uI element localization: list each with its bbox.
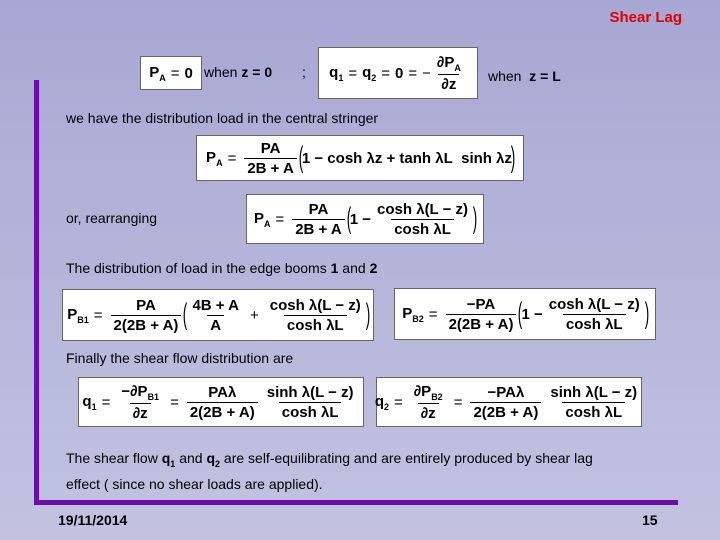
condition-zL: when z = L — [488, 68, 561, 84]
text-rearranging: or, rearranging — [66, 210, 158, 226]
text-edge-booms: The distribution of load in the edge booms 1 and 2 — [66, 260, 378, 276]
equation-pa-rearranged: $P_A$ = $\frac{PA}{2B + A}$ ( 1 − $\frac{\text{cosh λ(L − z)}}{\text{cosh λL}}$ ) — [246, 194, 484, 244]
equation-q2: $q_2$ = $\frac{\partial P_{B2}}{\partial z}$ = −PAλ 2(2B + A) sinh λ(L − z) cosh λL — [376, 377, 642, 427]
condition-z0: when z = 0 — [204, 64, 273, 80]
equation-q-zero: $q_1$ = $q_2$ = 0 = − $\frac{\partial P_A}{\partial z}$ — [318, 47, 478, 99]
text-central-stringer: we have the distribution load in the central stringer — [66, 110, 379, 126]
equation-pb2: $P_{B2}$ = $\frac{-PA}{2(2B + A)}$ ( 1 − $\frac{\text{cosh λ(L − z)}}{\text{cosh λL}}$ ) — [394, 288, 656, 340]
footer-page-number: 15 — [642, 512, 658, 528]
bottom-accent-bar — [34, 500, 678, 505]
equation-pa-distribution: $P_A$ = $\frac{PA}{2B + A}$ ( 1 − cosh λz + tanh λL sinh λz ) — [196, 135, 524, 181]
equation-pa-zero: $P_A$ = 0 — [140, 56, 202, 90]
text-shear-flow-intro: Finally the shear flow distribution are — [66, 350, 294, 366]
equation-q1: $q_1$ = $\frac{-\partial P_{B1}}{\partial z}$ = PAλ 2(2B + A) sinh λ(L − z) cosh λL — [78, 377, 364, 427]
left-accent-bar — [34, 80, 39, 500]
separator: ; — [302, 64, 306, 80]
slide-title: Shear Lag — [609, 9, 682, 26]
footer-date: 19/11/2014 — [58, 512, 128, 528]
text-conclusion: The shear flow $q_1$ and $q_2$ are self-equilibrating and are entirely produced by shear lag effect ( since no shear loads are applied). — [66, 450, 593, 492]
equation-pb1: $P_{B1}$ = $\frac{PA}{2(2B + A)}$ ( 4B + A A + $\frac{\text{cosh λ(L − z)}}{\text{cosh λL}}$ ) — [62, 289, 374, 341]
